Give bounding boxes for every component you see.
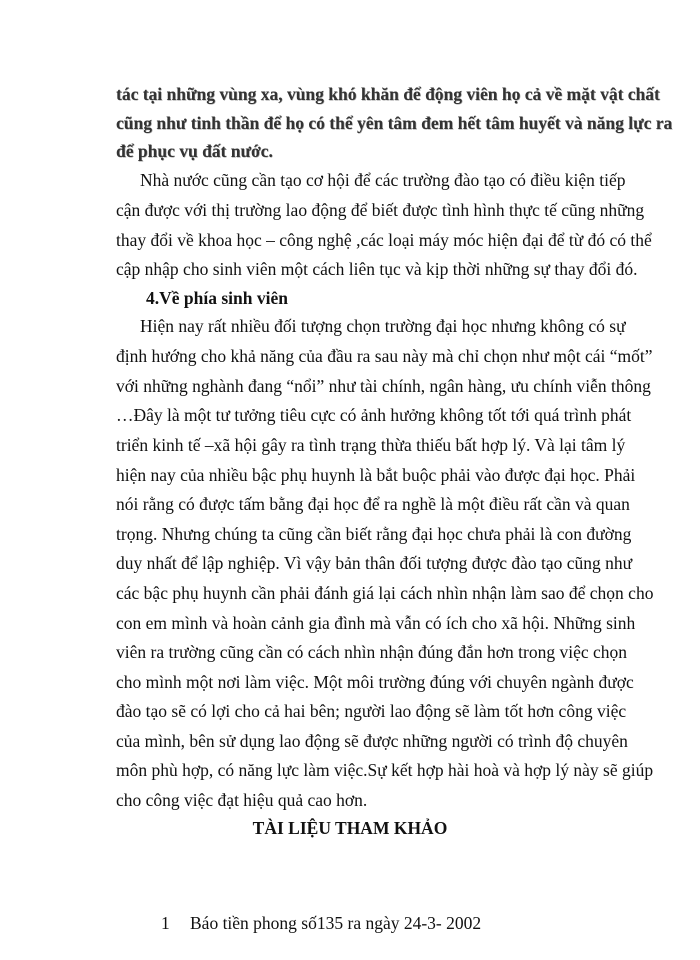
reference-text: Báo tiền phong số135 ra ngày 24-3- 2002 bbox=[190, 913, 482, 933]
students-line-17: cho công việc đạt hiệu quả cao hơn. bbox=[116, 790, 368, 810]
students-line-5: triển kinh tế –xã hội gây ra tình trạng thừa thiếu bất hợp lý. Và lại tâm lý bbox=[116, 435, 626, 455]
students-line-7: nói rằng có được tấm bằng đại học để ra nghề là một điều rất cần và quan bbox=[116, 494, 630, 514]
state-line-3: thay đổi về khoa học – công nghệ ,các loại máy móc hiện đại để từ đó có thể bbox=[116, 230, 652, 250]
intro-line-1: tác tại những vùng xa, vùng khó khăn để động viên họ cả về mặt vật chất bbox=[116, 84, 660, 104]
state-line-4: cập nhập cho sinh viên một cách liên tục và kịp thời những sự thay đổi đó. bbox=[116, 259, 638, 279]
intro-line-2: cũng như tinh thần để họ có thể yên tâm đem hết tâm huyết và năng lực ra bbox=[116, 113, 673, 133]
students-line-10: các bậc phụ huynh cần phải đánh giá lại cách nhìn nhận làm sao để chọn cho bbox=[116, 583, 654, 603]
reference-number: 1 bbox=[161, 913, 170, 933]
references-title: TÀI LIỆU THAM KHẢO bbox=[252, 818, 448, 838]
students-line-14: đào tạo sẽ có lợi cho cả hai bên; người lao động sẽ làm tốt hơn công việc bbox=[116, 701, 627, 721]
section-heading: 4.Về phía sinh viên bbox=[146, 288, 288, 308]
students-line-11: con em mình và hoàn cảnh gia đình mà vẫn có ích cho xã hội. Những sinh bbox=[116, 613, 636, 633]
students-line-1: Hiện nay rất nhiều đối tượng chọn trường đại học nhưng không có sự bbox=[140, 316, 626, 336]
students-line-8: trọng. Nhưng chúng ta cũng cần biết rằng đại học chưa phải là con đường bbox=[116, 524, 632, 544]
state-line-2: cận được với thị trường lao động để biết được tình hình thực tế cũng những bbox=[116, 200, 645, 220]
intro-line-3: để phục vụ đất nước. bbox=[116, 141, 273, 161]
students-line-4: …Đây là một tư tưởng tiêu cực có ảnh hưởng không tốt tới quá trình phát bbox=[116, 405, 632, 425]
students-line-2: định hướng cho khả năng của đầu ra sau này mà chỉ chọn như một cái “mốt” bbox=[116, 346, 653, 366]
students-line-12: viên ra trường cũng cần có cách nhìn nhận đúng đắn hơn trong việc chọn bbox=[116, 642, 628, 662]
state-line-1: Nhà nước cũng cần tạo cơ hội để các trường đào tạo có điều kiện tiếp bbox=[140, 170, 626, 190]
students-line-6: hiện nay của nhiều bậc phụ huynh là bắt buộc phải vào được đại học. Phải bbox=[116, 465, 636, 485]
students-line-15: của mình, bên sử dụng lao động sẽ được những người có trình độ chuyên bbox=[116, 731, 628, 751]
students-line-9: duy nhất để lập nghiệp. Vì vậy bản thân đối tượng được đào tạo cũng như bbox=[116, 553, 633, 573]
students-line-3: với những nghành đang “nổi” như tài chính, ngân hàng, ưu chính viễn thông bbox=[116, 376, 651, 396]
students-line-16: môn phù hợp, có năng lực làm việc.Sự kết hợp hài hoà và hợp lý này sẽ giúp bbox=[116, 760, 654, 780]
students-line-13: cho mình một nơi làm việc. Một môi trường đúng với chuyên ngành được bbox=[116, 672, 634, 692]
